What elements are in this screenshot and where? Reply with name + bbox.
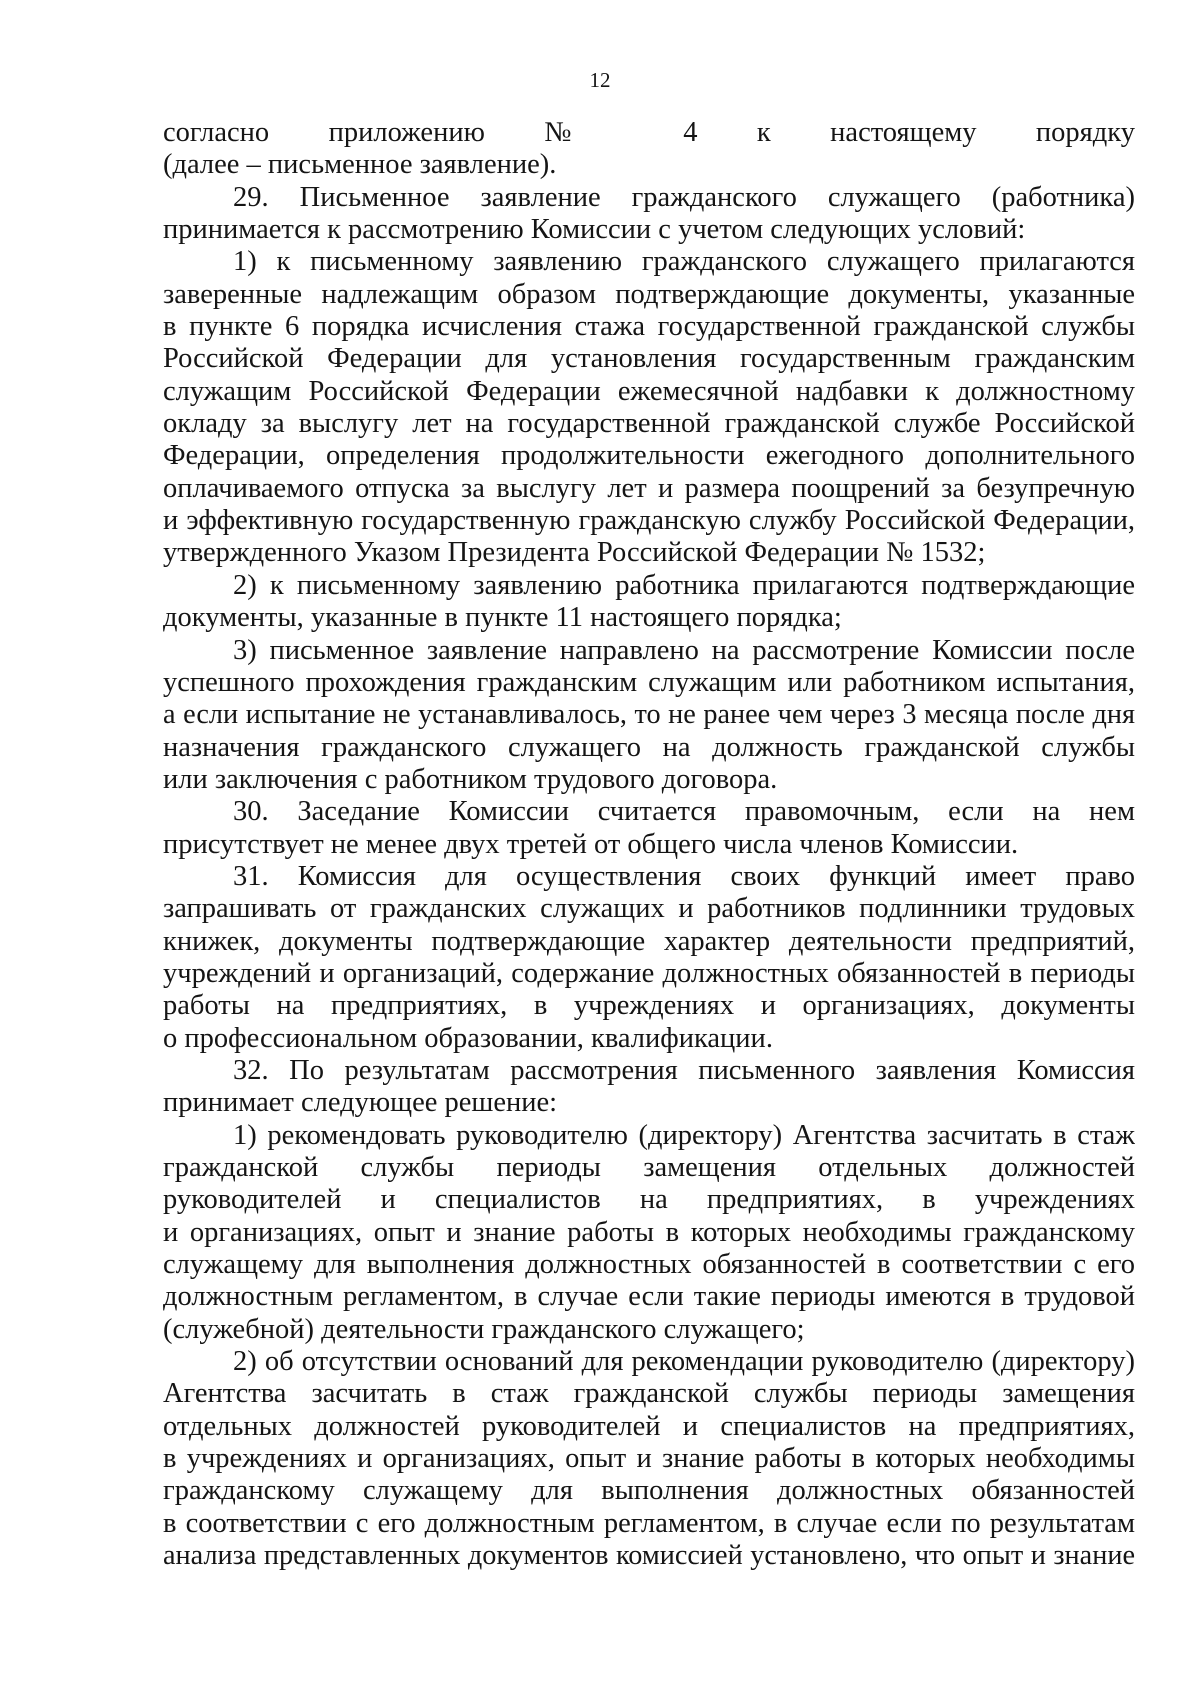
text-line: в учреждениях и организациях, опыт и знание работы в которых необходимы [163,1443,1135,1475]
text-line: гражданскому служащему для выполнения должностных обязанностей [163,1475,1135,1507]
text-line: 1) к письменному заявлению гражданского служащего прилагаются [233,246,1135,278]
text-line: присутствует не менее двух третей от общего числа членов Комиссии. [163,828,1019,860]
text-line: 29. Письменное заявление гражданского служащего (работника) [233,181,1135,213]
text-line: или заключения с работником трудового договора. [163,763,778,795]
text-line: и организациях, опыт и знание работы в которых необходимы гражданскому [163,1216,1135,1248]
text-line: оплачиваемого отпуска за выслугу лет и размера поощрений за безупречную [163,472,1135,504]
text-line: о профессиональном образовании, квалификации. [163,1022,773,1054]
text-line: и эффективную государственную гражданскую службу Российской Федерации, [163,505,1135,537]
text-line: принимает следующее решение: [163,1087,558,1119]
text-line: руководителей и специалистов на предприятиях, в учреждениях [163,1184,1135,1216]
text-line: книжек, документы подтверждающие характер деятельности предприятий, [163,925,1135,957]
text-line: документы, указанные в пункте 11 настоящего порядка; [163,602,842,634]
text-line: в соответствии с его должностным регламентом, в случае если по результатам [163,1507,1135,1539]
text-line: 31. Комиссия для осуществления своих функций имеет право [233,860,1135,892]
text-line: окладу за выслугу лет на государственной гражданской службе Российской [163,408,1135,440]
text-line: (служебной) деятельности гражданского служащего; [163,1313,805,1345]
document-body [163,117,1135,1572]
text-line: в пункте 6 порядка исчисления стажа государственной гражданской службы [163,311,1135,343]
text-line: гражданской службы периоды замещения отдельных должностей [163,1152,1135,1183]
text-line: работы на предприятиях, в учреждениях и организациях, документы [163,990,1135,1022]
text-line: должностным регламентом, в случае если такие периоды имеются в трудовой [163,1281,1135,1313]
text-line: отдельных должностей руководителей и специалистов на предприятиях, [163,1410,1135,1442]
text-line: 2) к письменному заявлению работника прилагаются подтверждающие [233,569,1135,601]
text-line: служащему для выполнения должностных обязанностей в соответствии с его [163,1249,1135,1281]
text-line: 32. По результатам рассмотрения письменного заявления Комиссия [233,1054,1135,1086]
text-line: утвержденного Указом Президента Российской Федерации № 1532; [163,537,986,569]
text-line: принимается к рассмотрению Комиссии с учетом следующих условий: [163,214,1026,246]
text-line: 30. Заседание Комиссии считается правомочным, если на нем [233,796,1135,828]
text-line: а если испытание не устанавливалось, то не ранее чем через 3 месяца после дня [163,699,1135,731]
text-line: служащим Российской Федерации ежемесячной надбавки к должностному [163,375,1135,407]
text-line: Агентства засчитать в стаж гражданской службы периоды замещения [163,1378,1135,1410]
text-line: заверенные надлежащим образом подтверждающие документы, указанные [163,278,1135,310]
text-line: анализа представленных документов комиссией установлено, что опыт и знание [163,1540,1135,1572]
text-line: (далее – письменное заявление). [163,149,557,181]
text-line: назначения гражданского служащего на должность гражданской службы [163,731,1135,763]
text-line: учреждений и организаций, содержание должностных обязанностей в периоды [163,957,1135,989]
text-line: Российской Федерации для установления государственным гражданским [163,343,1135,375]
text-line: 3) письменное заявление направлено на рассмотрение Комиссии после [233,634,1135,666]
text-line: 2) об отсутствии оснований для рекомендации руководителю (директору) [233,1346,1135,1378]
page-number: 12 [589,68,611,92]
text-line: согласно приложению № 4 к настоящему порядку [163,117,1135,148]
text-line: успешного прохождения гражданским служащим или работником испытания, [163,666,1135,698]
text-line: 1) рекомендовать руководителю (директору) Агентства засчитать в стаж [233,1119,1135,1151]
text-line: Федерации, определения продолжительности ежегодного дополнительного [163,440,1135,472]
text-line: запрашивать от гражданских служащих и работников подлинники трудовых [163,893,1135,925]
